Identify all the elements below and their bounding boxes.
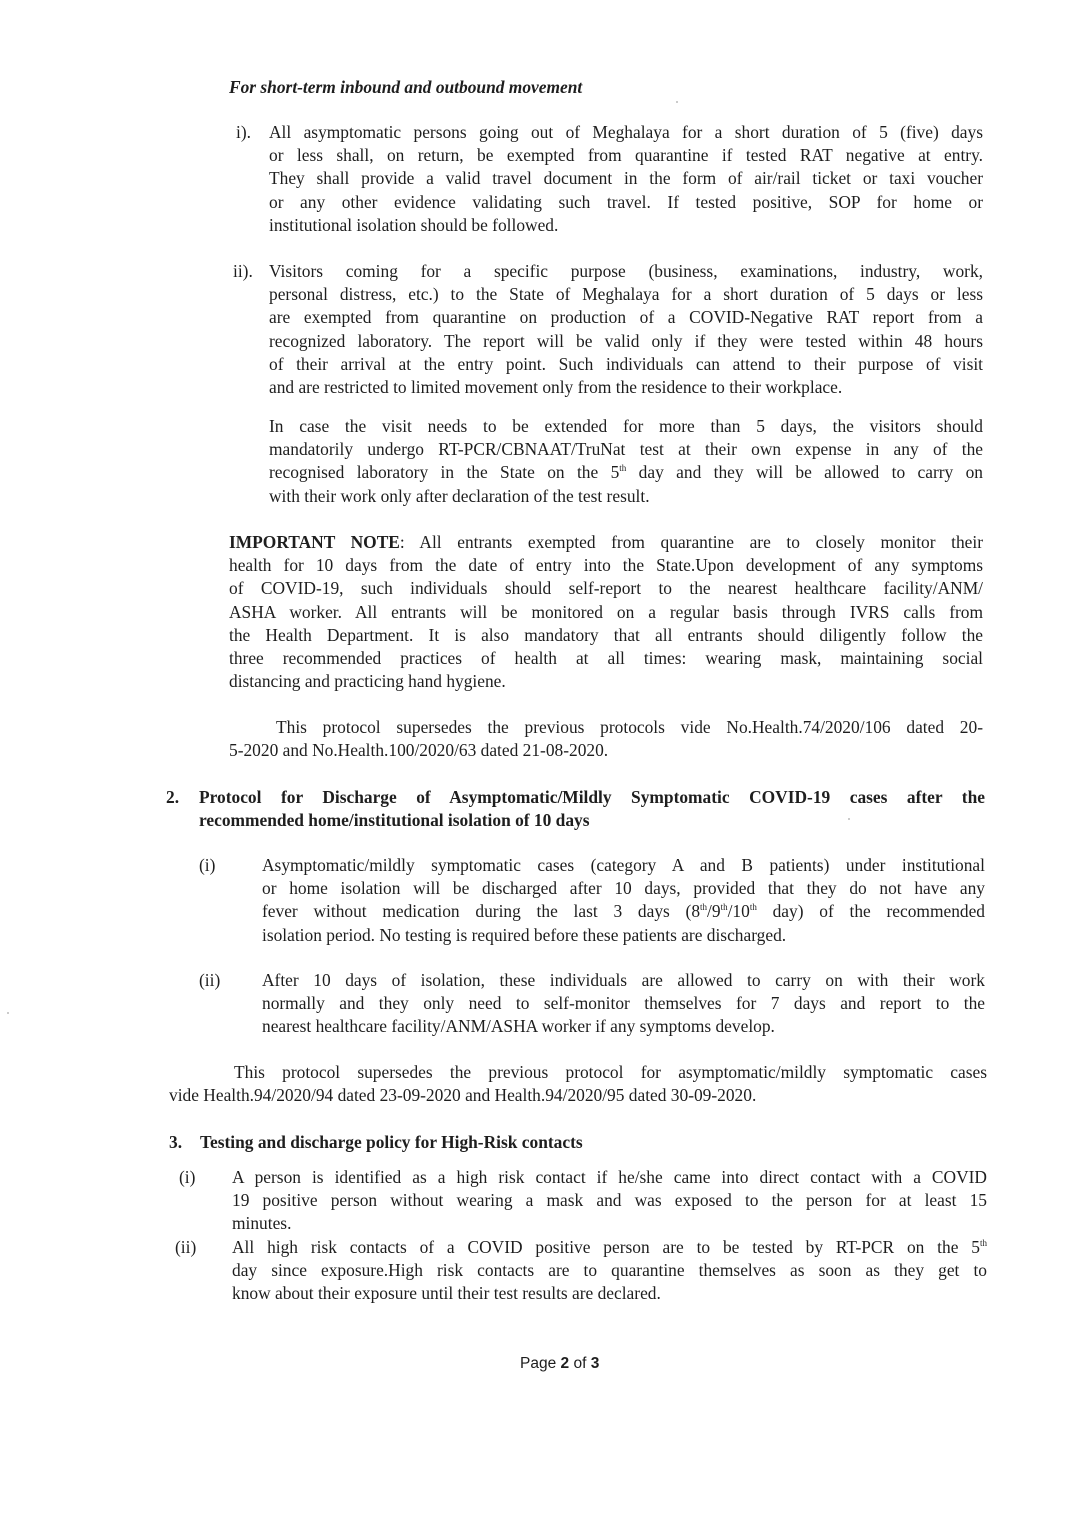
item-marker: (ii) bbox=[199, 970, 221, 990]
text-line: vide Health.94/2020/94 dated 23-09-2020 and Health.94/2020/95 dated 30-09-2020. bbox=[169, 1085, 757, 1106]
text-line: nearest healthcare facility/ANM/ASHA worker if any symptoms develop. bbox=[262, 1016, 775, 1037]
high-risk-item-ii bbox=[232, 1236, 987, 1306]
item-marker: (i) bbox=[199, 855, 216, 875]
text-line: This protocol supersedes the previous protocols vide No.Health.74/2020/106 dated 20- bbox=[276, 717, 983, 737]
text-line: or any other evidence validating such travel. If tested positive, SOP for home or bbox=[269, 191, 983, 212]
discharge-item-ii bbox=[262, 969, 985, 1039]
text-line: A person is identified as a high risk contact if he/she came into direct contact with a COVID bbox=[232, 1167, 987, 1187]
section-number: 3. bbox=[169, 1132, 183, 1152]
text-line: normally and they only need to self-monitor themselves for 7 days and report to the bbox=[262, 993, 985, 1014]
text-line: or less shall, on return, be exempted from quarantine if tested RAT negative at entry. bbox=[269, 145, 983, 166]
text-line: recognized laboratory. The report will be valid only if they were tested within 48 hours bbox=[269, 330, 983, 351]
text-line: IMPORTANT NOTE: All entrants exempted from quarantine are to closely monitor their bbox=[229, 532, 984, 552]
important-note-label: IMPORTANT NOTE bbox=[229, 532, 400, 552]
text-line: distancing and practicing hand hygiene. bbox=[229, 671, 506, 692]
text-line: are exempted from quarantine on production of a COVID-Negative RAT report from a bbox=[269, 307, 983, 328]
text-line: personal distress, etc.) to the State of Meghalaya for a short duration of 5 days or less bbox=[269, 284, 983, 305]
text-line: fever without medication during the last 3 days (8th/9th/10th day) of the recommended bbox=[262, 901, 985, 922]
text-line: and are restricted to limited movement only from the residence to their workplace. bbox=[269, 377, 843, 398]
text-line: the Health Department. It is also mandatory that all entrants should diligently follow the bbox=[229, 624, 983, 645]
item-marker: ii). bbox=[233, 261, 253, 281]
item-marker: i). bbox=[236, 122, 251, 142]
item-marker: (i) bbox=[179, 1167, 196, 1187]
text-line: All high risk contacts of a COVID positive person are to be tested by RT-PCR on the 5th bbox=[232, 1237, 987, 1257]
text-line: mandatorily undergo RT-PCR/CBNAAT/TruNat test at their own expense in any of the bbox=[269, 439, 983, 460]
text-line: 5-2020 and No.Health.100/2020/63 dated 21-08-2020. bbox=[229, 740, 609, 761]
text-line: recommended home/institutional isolation of 10 days bbox=[199, 810, 590, 831]
text-line: Protocol for Discharge of Asymptomatic/Mildly Symptomatic COVID-19 cases after the bbox=[199, 787, 985, 807]
section-number: 2. bbox=[166, 787, 180, 807]
text-line: After 10 days of isolation, these individuals are allowed to carry on with their work bbox=[262, 970, 985, 990]
text-line: know about their exposure until their test results are declared. bbox=[232, 1283, 661, 1304]
high-risk-heading: Testing and discharge policy for High-Risk contacts bbox=[200, 1132, 583, 1152]
text-line: They shall provide a valid travel document in the form of air/rail ticket or taxi voucher bbox=[269, 168, 983, 189]
scan-speck bbox=[848, 818, 850, 820]
scan-speck bbox=[676, 101, 678, 103]
high-risk-item-i bbox=[232, 1166, 987, 1236]
visit-extension-paragraph bbox=[269, 415, 983, 508]
text-line: Asymptomatic/mildly symptomatic cases (category A and B patients) under institutional bbox=[262, 855, 985, 875]
text-line: of their arrival at the entry point. Such individuals can attend to their purpose of visit bbox=[269, 353, 983, 374]
discharge-item-i bbox=[262, 854, 985, 947]
page-number: Page 2 of 3 bbox=[520, 1355, 600, 1372]
text-line: 19 positive person without wearing a mask and was exposed to the person for at least 15 bbox=[232, 1190, 987, 1211]
text-line: of COVID-19, such individuals should self-report to the nearest healthcare facility/ANM/ bbox=[229, 578, 983, 599]
text-line: All asymptomatic persons going out of Meghalaya for a short duration of 5 (five) days bbox=[269, 122, 983, 142]
supersede-note-1 bbox=[229, 716, 983, 762]
text-line: or home isolation will be discharged after 10 days, provided that they do not have any bbox=[262, 878, 985, 899]
text-line: with their work only after declaration of the test result. bbox=[269, 485, 650, 506]
text-line: In case the visit needs to be extended for more than 5 days, the visitors should bbox=[269, 416, 983, 436]
text-line: isolation period. No testing is required before these patients are discharged. bbox=[262, 924, 787, 945]
item-marker: (ii) bbox=[175, 1237, 197, 1257]
text-line: This protocol supersedes the previous protocol for asymptomatic/mildly symptomatic cases bbox=[234, 1062, 987, 1082]
text-line: recognised laboratory in the State on the 5th day and they will be allowed to carry on bbox=[269, 462, 983, 483]
supersede-note-2 bbox=[169, 1061, 987, 1107]
text-line: ASHA worker. All entrants will be monitored on a regular basis through IVRS calls from bbox=[229, 601, 983, 622]
text-line: three recommended practices of health at all times: wearing mask, maintaining social bbox=[229, 648, 983, 669]
text-line: Visitors coming for a specific purpose (business, examinations, industry, work, bbox=[269, 261, 983, 281]
text-line: health for 10 days from the date of entry into the State.Upon development of any symptoms bbox=[229, 555, 983, 576]
short-term-movement-heading: For short-term inbound and outbound movement bbox=[229, 77, 583, 97]
important-note bbox=[229, 531, 983, 693]
text-line: minutes. bbox=[232, 1213, 292, 1234]
text-line: day since exposure.High risk contacts are to quarantine themselves as soon as they get to bbox=[232, 1260, 987, 1281]
short-term-item-i bbox=[269, 121, 983, 237]
short-term-item-ii bbox=[269, 260, 983, 399]
discharge-protocol-heading bbox=[199, 786, 985, 832]
text-line: institutional isolation should be followed. bbox=[269, 214, 559, 235]
scan-speck bbox=[7, 1012, 9, 1014]
